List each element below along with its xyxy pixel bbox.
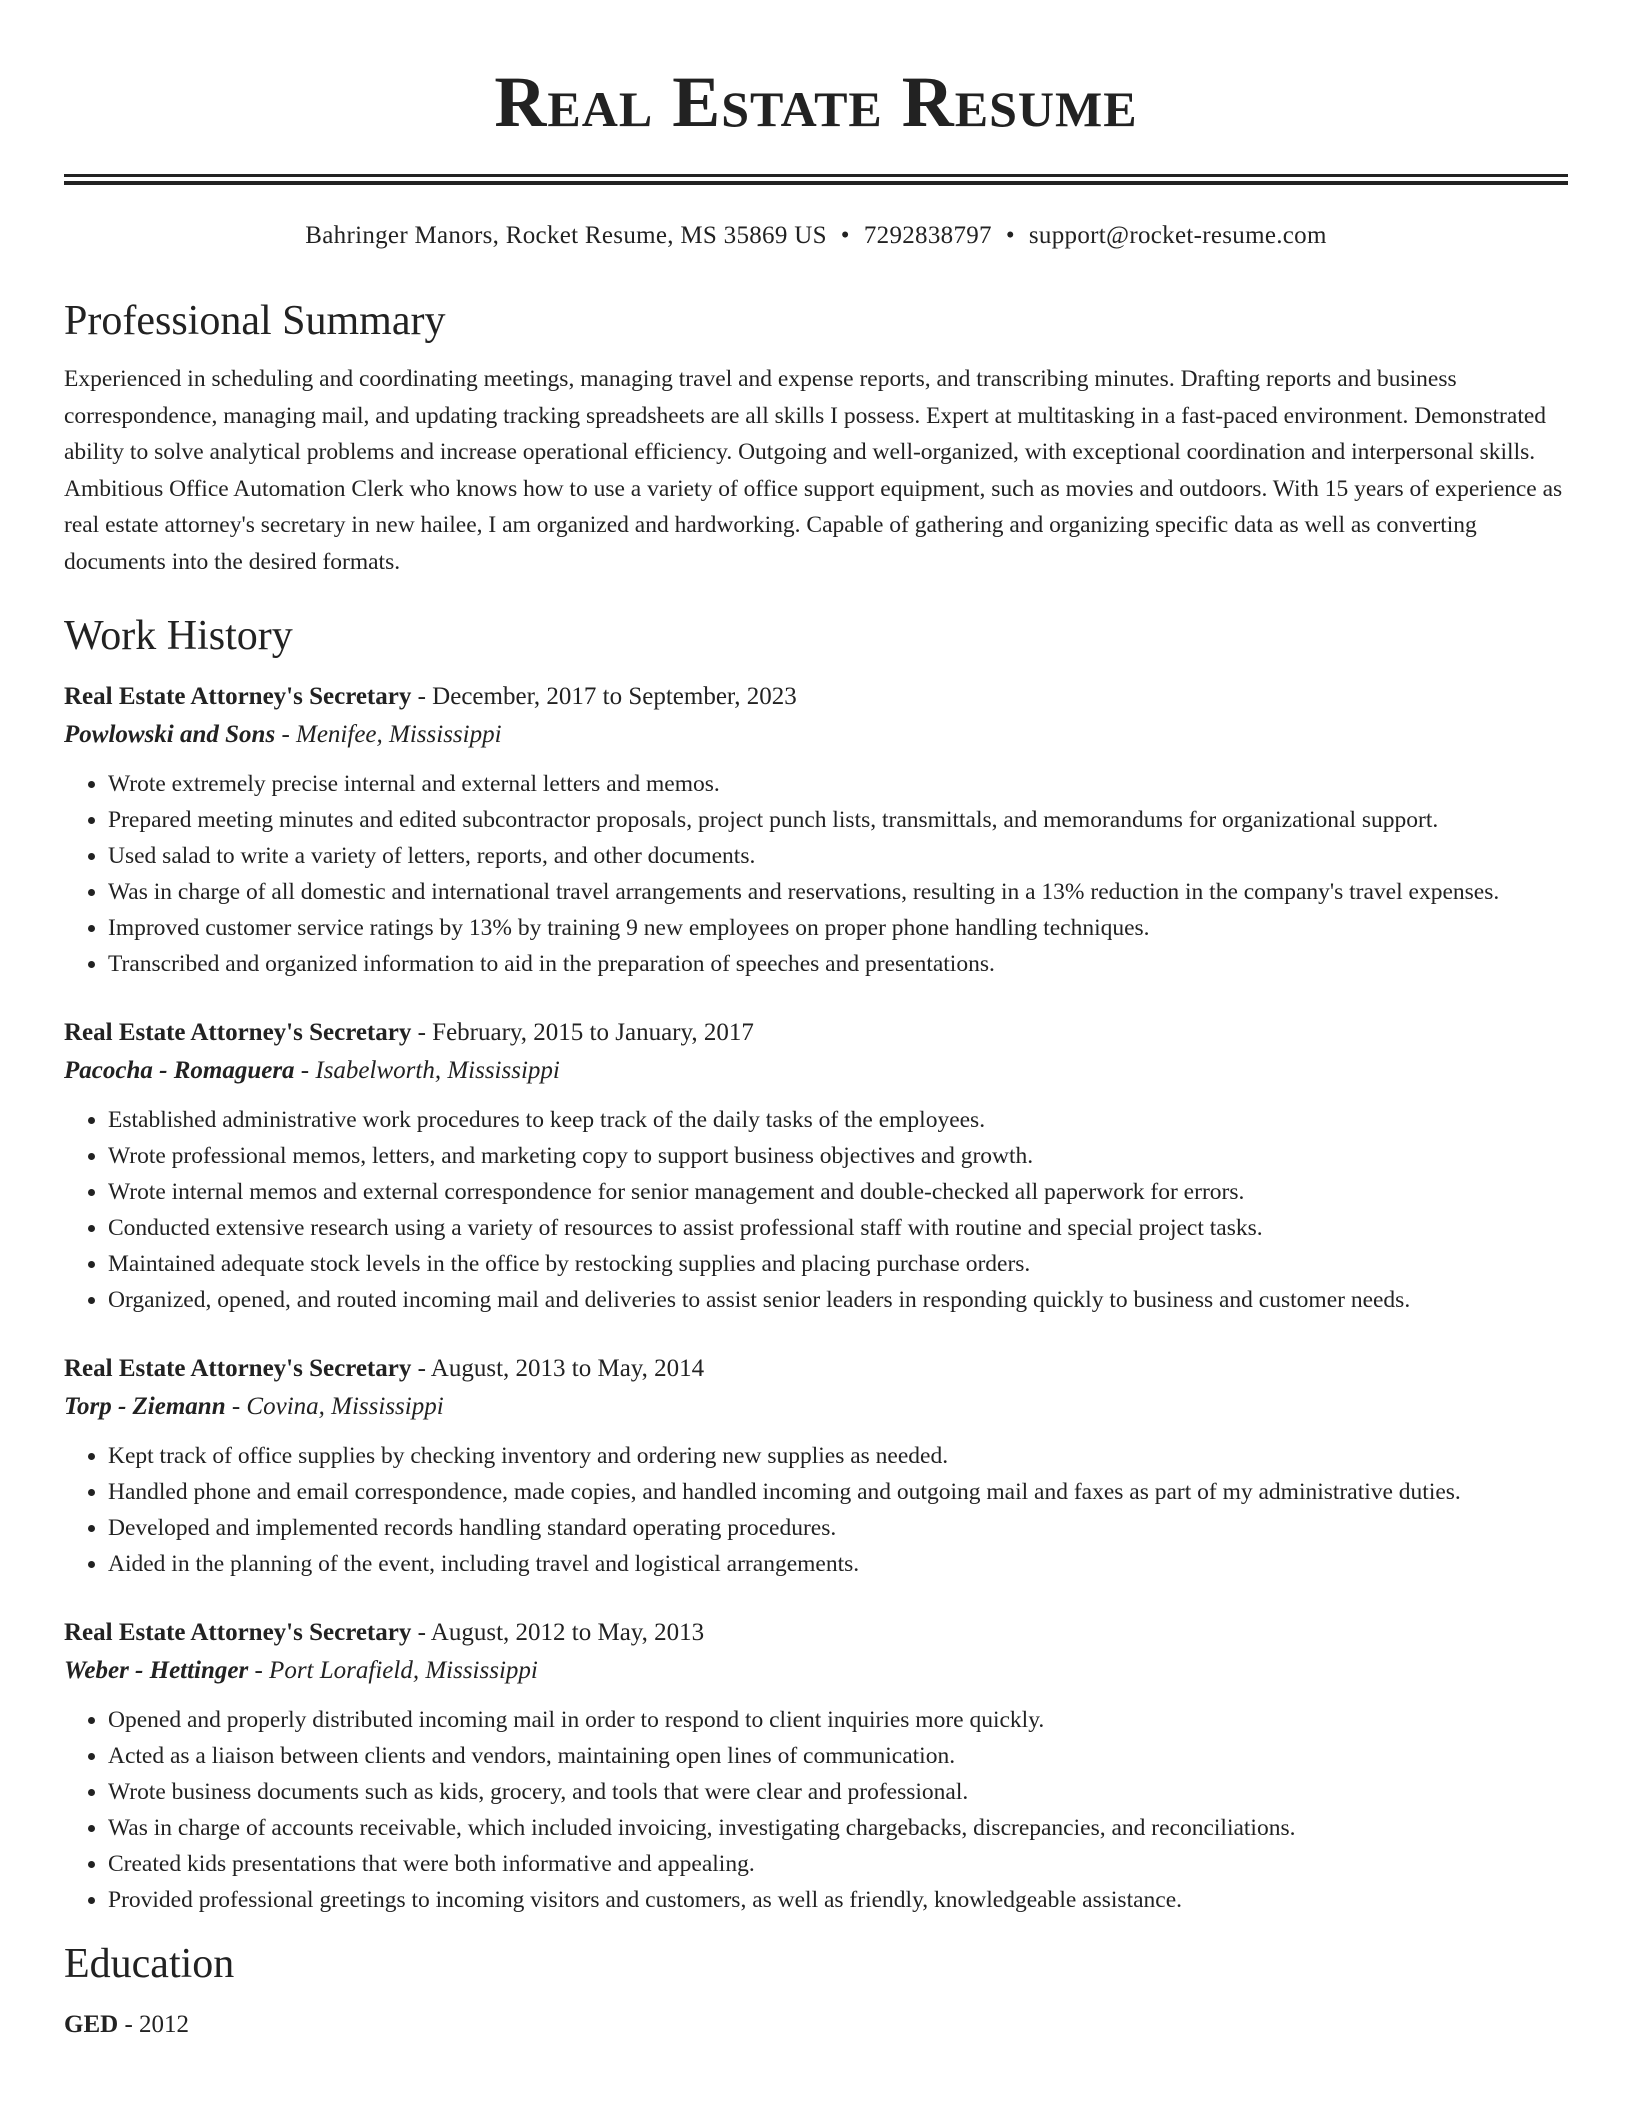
contact-line: [64, 219, 1568, 253]
job-bullet: • Developed and implemented records handling standard operating procedures.: [108, 1510, 1568, 1546]
job-bullets: [64, 1702, 1568, 1918]
job-title: Real Estate Attorney's Secretary: [64, 1619, 412, 1646]
job-bullet: • Was in charge of all domestic and international travel arrangements and reservations, resulting in a 13% reduction in the company's travel expenses.: [108, 874, 1568, 910]
job-bullet: • Opened and properly distributed incoming mail in order to respond to client inquiries more quickly.: [108, 1702, 1568, 1738]
job-bullet: • Acted as a liaison between clients and vendors, maintaining open lines of communication.: [108, 1738, 1568, 1774]
job-bullet: • Wrote business documents such as kids, grocery, and tools that were clear and professional.: [108, 1774, 1568, 1810]
job-dates: - August, 2012 to May, 2013: [411, 1619, 705, 1646]
job-bullets: [64, 1438, 1568, 1582]
job-dates: - August, 2013 to May, 2014: [411, 1355, 705, 1382]
job-bullet: • Aided in the planning of the event, including travel and logistical arrangements.: [108, 1546, 1568, 1582]
job-title: Real Estate Attorney's Secretary: [64, 683, 412, 710]
contact-separator: •: [1005, 222, 1015, 249]
company-name: Pacocha - Romaguera: [64, 1057, 295, 1084]
contact-separator: •: [840, 222, 850, 249]
contact-email: support@rocket-resume.com: [1028, 222, 1327, 249]
work-history-list: [64, 678, 1568, 1918]
job-bullet: • Improved customer service ratings by 13% by training 9 new employees on proper phone handling techniques.: [108, 910, 1568, 946]
job-entry: [64, 1350, 1568, 1582]
company-location: - Menifee, Mississippi: [275, 721, 502, 748]
contact-address: Bahringer Manors, Rocket Resume, MS 35869 US: [305, 222, 827, 249]
company-line: [64, 1652, 1568, 1690]
company-line: [64, 716, 1568, 754]
job-bullet: • Organized, opened, and routed incoming mail and deliveries to assist senior leaders in responding quickly to business and customer needs.: [108, 1282, 1568, 1318]
company-line: [64, 1052, 1568, 1090]
education-heading: Education: [64, 1941, 235, 1987]
job-bullet: • Transcribed and organized information to aid in the preparation of speeches and presentations.: [108, 946, 1568, 982]
company-location: - Isabelworth, Mississippi: [294, 1057, 560, 1084]
education-year: - 2012: [118, 2011, 190, 2038]
job-title-line: [64, 1614, 1568, 1652]
job-title-line: [64, 1014, 1568, 1052]
job-bullets: [64, 1102, 1568, 1318]
resume-title: Real Estate Resume: [494, 62, 1138, 142]
company-location: - Port Lorafield, Mississippi: [248, 1657, 538, 1684]
job-entry: [64, 1614, 1568, 1918]
job-bullets: [64, 766, 1568, 982]
title-divider: [64, 174, 1568, 185]
job-bullet: • Provided professional greetings to incoming visitors and customers, as well as friendly, knowledgeable assistance.: [108, 1882, 1568, 1918]
company-name: Weber - Hettinger: [64, 1657, 249, 1684]
job-bullet: • Wrote internal memos and external correspondence for senior management and double-checked all paperwork for errors.: [108, 1174, 1568, 1210]
company-line: [64, 1388, 1568, 1426]
summary-heading: Professional Summary: [64, 298, 446, 344]
job-title: Real Estate Attorney's Secretary: [64, 1019, 412, 1046]
work-history-heading: Work History: [64, 613, 293, 659]
job-bullet: • Wrote extremely precise internal and external letters and memos.: [108, 766, 1568, 802]
job-dates: - December, 2017 to September, 2023: [411, 683, 797, 710]
company-name: Torp - Ziemann: [64, 1393, 226, 1420]
job-title-line: [64, 678, 1568, 716]
job-entry: [64, 678, 1568, 982]
job-bullet: • Used salad to write a variety of letters, reports, and other documents.: [108, 838, 1568, 874]
contact-phone: 7292838797: [863, 222, 992, 249]
job-dates: - February, 2015 to January, 2017: [411, 1019, 754, 1046]
job-bullet: • Established administrative work procedures to keep track of the daily tasks of the employees.: [108, 1102, 1568, 1138]
education-degree: GED: [64, 2011, 119, 2038]
job-bullet: • Wrote professional memos, letters, and marketing copy to support business objectives and growth.: [108, 1138, 1568, 1174]
job-bullet: • Was in charge of accounts receivable, which included invoicing, investigating chargebacks, discrepancies, and reconciliations.: [108, 1810, 1568, 1846]
job-bullet: • Conducted extensive research using a variety of resources to assist professional staff with routine and special project tasks.: [108, 1210, 1568, 1246]
education-entry: [64, 2006, 1568, 2044]
job-entry: [64, 1014, 1568, 1318]
job-bullet: • Prepared meeting minutes and edited subcontractor proposals, project punch lists, transmittals, and memorandums for organizational support.: [108, 802, 1568, 838]
job-bullet: • Kept track of office supplies by checking inventory and ordering new supplies as needed.: [108, 1438, 1568, 1474]
company-name: Powlowski and Sons: [64, 721, 276, 748]
summary-text: Experienced in scheduling and coordinating meetings, managing travel and expense reports, and transcribing minutes. Drafting reports and business correspondence, managing mail, and updating tracking spreadsheets are all skills I possess. Expert at multitasking in a fast-paced environment. Demonstrated ability to solve analytical problems and increase operational efficiency. Outgoing and well-organized, with exceptional coordination and interpersonal skills. Ambitious Office Automation Clerk who knows how to use a variety of office support equipment, such as movies and outdoors. With 15 years of experience as real estate attorney's secretary in new hailee, I am organized and hardworking. Capable of gathering and organizing specific data as well as converting documents into the desired formats.: [64, 366, 1563, 575]
job-title: Real Estate Attorney's Secretary: [64, 1355, 412, 1382]
job-bullet: • Created kids presentations that were both informative and appealing.: [108, 1846, 1568, 1882]
job-title-line: [64, 1350, 1568, 1388]
job-bullet: • Handled phone and email correspondence, made copies, and handled incoming and outgoing mail and faxes as part of my administrative duties.: [108, 1474, 1568, 1510]
job-bullet: • Maintained adequate stock levels in the office by restocking supplies and placing purchase orders.: [108, 1246, 1568, 1282]
company-location: - Covina, Mississippi: [225, 1393, 444, 1420]
